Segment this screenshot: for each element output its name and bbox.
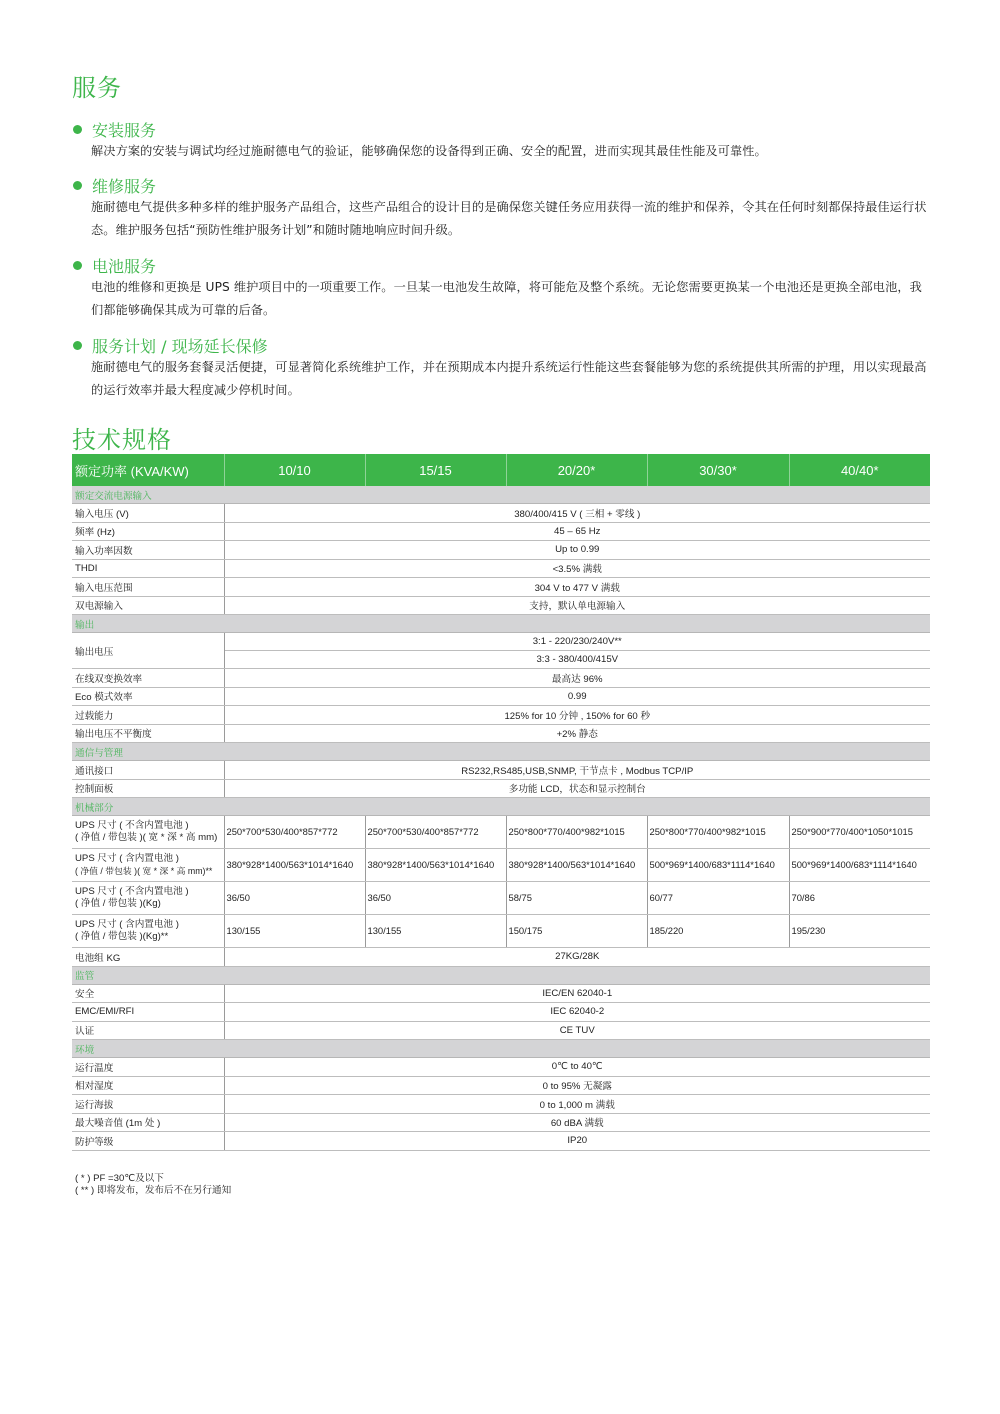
- section-label: 额定交流电源输入: [72, 486, 930, 504]
- services-title: 服务: [72, 74, 122, 102]
- row-label: 输出电压: [72, 633, 224, 669]
- row-label: 电池组 KG: [72, 948, 224, 967]
- row-label: [72, 816, 224, 849]
- spec-table: [72, 454, 930, 1151]
- table-header-row: [72, 454, 930, 486]
- row-value: 250*800*770/400*982*1015: [647, 816, 789, 849]
- row-value: IEC/EN 62040-1: [224, 984, 930, 1003]
- row-value: 380*928*1400/563*1014*1640: [365, 849, 506, 882]
- table-row: [72, 633, 930, 651]
- row-value: 45 – 65 Hz: [224, 522, 930, 541]
- table-row: [72, 541, 930, 560]
- row-value: 195/230: [789, 915, 930, 948]
- table-row: [72, 1076, 930, 1095]
- row-value: Up to 0.99: [224, 541, 930, 560]
- table-row: [72, 849, 930, 882]
- section-row: [72, 743, 930, 761]
- service-battery: [72, 254, 932, 322]
- section-row: [72, 798, 930, 816]
- table-row: [72, 504, 930, 523]
- header-cell: 15/15: [365, 454, 506, 486]
- header-cell: 20/20*: [506, 454, 647, 486]
- row-value: RS232,RS485,USB,SNMP, 干节点卡 , Modbus TCP/IP: [224, 761, 930, 780]
- row-value: 130/155: [224, 915, 365, 948]
- row-label: 最大噪音值 (1m 处 ): [72, 1113, 224, 1132]
- row-label: 输入功率因数: [72, 541, 224, 560]
- bullet-icon: [73, 181, 82, 190]
- row-label: 双电源输入: [72, 596, 224, 615]
- header-cell: 40/40*: [789, 454, 930, 486]
- service-title: 维修服务: [92, 176, 157, 196]
- row-value: 70/86: [789, 882, 930, 915]
- row-label: 运行温度: [72, 1058, 224, 1077]
- row-value: 380*928*1400/563*1014*1640: [506, 849, 647, 882]
- row-value: 多功能 LCD，状态和显示控制台: [224, 779, 930, 798]
- row-label: 防护等级: [72, 1132, 224, 1151]
- table-row: [72, 948, 930, 967]
- row-value: 27KG/28K: [224, 948, 930, 967]
- row-label: 在线双变换效率: [72, 669, 224, 688]
- section-label: 通信与管理: [72, 743, 930, 761]
- service-install: [72, 118, 932, 163]
- row-label: Eco 模式效率: [72, 687, 224, 706]
- row-value: 0 to 95% 无凝露: [224, 1076, 930, 1095]
- row-value: CE TUV: [224, 1021, 930, 1040]
- section-row: [72, 486, 930, 504]
- row-value: <3.5% 满载: [224, 559, 930, 578]
- row-label: EMC/EMI/RFI: [72, 1003, 224, 1022]
- row-value: 支持，默认单电源输入: [224, 596, 930, 615]
- table-row: [72, 1113, 930, 1132]
- row-label: 输入电压 (V): [72, 504, 224, 523]
- row-value: IP20: [224, 1132, 930, 1151]
- row-label: 频率 (Hz): [72, 522, 224, 541]
- service-body: 解决方案的安装与调试均经过施耐德电气的验证，能够确保您的设备得到正确、安全的配置，进而实现其最佳性能及可靠性。: [91, 144, 767, 158]
- table-row: [72, 984, 930, 1003]
- row-label: 控制面板: [72, 779, 224, 798]
- section-row: [72, 615, 930, 633]
- header-cell: 10/10: [224, 454, 365, 486]
- table-row: [72, 882, 930, 915]
- row-value: 150/175: [506, 915, 647, 948]
- section-label: 输出: [72, 615, 930, 633]
- row-value: 250*700*530/400*857*772: [365, 816, 506, 849]
- footnotes: [75, 1173, 231, 1197]
- row-label-line: ( 净值 / 带包装 )( 宽 * 深 * 高 mm)**: [75, 865, 213, 876]
- row-label: 通讯接口: [72, 761, 224, 780]
- specs-title: 技术规格: [72, 426, 172, 454]
- service-title: 电池服务: [92, 256, 157, 276]
- section-row: [72, 966, 930, 984]
- row-value: 60 dBA 满载: [224, 1113, 930, 1132]
- service-body: 电池的维修和更换是 UPS 维护项目中的一项重要工作。一旦某一电池发生故障，将可能危及整个系统。无论您需要更换某一个电池还是更换全部电池，我们都能够确保其成为可靠的后备。: [91, 280, 922, 317]
- row-label: 输出电压不平衡度: [72, 724, 224, 743]
- table-row: [72, 816, 930, 849]
- service-plan: [72, 334, 932, 402]
- row-label-line: ( 净值 / 带包装 )(Kg): [75, 898, 161, 909]
- bullet-icon: [73, 261, 82, 270]
- row-value: 60/77: [647, 882, 789, 915]
- row-value: 380/400/415 V ( 三相 + 零线 ): [224, 504, 930, 523]
- bullet-icon: [73, 125, 82, 134]
- table-row: [72, 1058, 930, 1077]
- row-label: 安全: [72, 984, 224, 1003]
- row-label-line: ( 净值 / 带包装 )(Kg)**: [75, 931, 169, 942]
- row-value: 250*700*530/400*857*772: [224, 816, 365, 849]
- header-cell: 额定功率 (KVA/KW): [72, 454, 224, 486]
- table-row: [72, 522, 930, 541]
- row-value: 250*900*770/400*1050*1015: [789, 816, 930, 849]
- row-label-line: UPS 尺寸 ( 不含内置电池 ): [75, 820, 189, 831]
- row-label-line: UPS 尺寸 ( 含内置电池 ): [75, 852, 179, 864]
- table-row: [72, 669, 930, 688]
- row-value: 36/50: [365, 882, 506, 915]
- row-value: 0 to 1,000 m 满载: [224, 1095, 930, 1114]
- row-value: 500*969*1400/683*1114*1640: [789, 849, 930, 882]
- footnote: ( ** ) 即将发布，发布后不在另行通知: [75, 1185, 232, 1196]
- section-label: 环境: [72, 1040, 930, 1058]
- row-label: THDI: [72, 559, 224, 578]
- row-value: IEC 62040-2: [224, 1003, 930, 1022]
- row-label-line: UPS 尺寸 ( 不含内置电池 ): [75, 886, 189, 897]
- service-title: 安装服务: [92, 120, 157, 140]
- row-label: 输入电压范围: [72, 578, 224, 597]
- section-row: [72, 1040, 930, 1058]
- table-row: [72, 915, 930, 948]
- table-row: [72, 779, 930, 798]
- table-row: [72, 1095, 930, 1114]
- row-value: 0.99: [224, 687, 930, 706]
- table-row: [72, 724, 930, 743]
- service-repair: [72, 174, 932, 242]
- table-row: [72, 559, 930, 578]
- row-value: 125% for 10 分钟 , 150% for 60 秒: [224, 706, 930, 725]
- row-value: 最高达 96%: [224, 669, 930, 688]
- row-value: 130/155: [365, 915, 506, 948]
- row-value: 380*928*1400/563*1014*1640: [224, 849, 365, 882]
- row-label-line: ( 净值 / 带包装 )( 宽 * 深 * 高 mm): [75, 832, 218, 843]
- service-body: 施耐德电气提供多种多样的维护服务产品组合，这些产品组合的设计目的是确保您关键任务应用获得一流的维护和保养，令其在任何时刻都保持最佳运行状态。维护服务包括“预防性维护服务计划”和随时随地响应时间升级。: [91, 200, 927, 237]
- row-label: 运行海拔: [72, 1095, 224, 1114]
- row-label: [72, 915, 224, 948]
- table-row: [72, 761, 930, 780]
- section-label: 机械部分: [72, 798, 930, 816]
- row-value: 36/50: [224, 882, 365, 915]
- table-row: [72, 1003, 930, 1022]
- row-label: 过载能力: [72, 706, 224, 725]
- table-row: [72, 596, 930, 615]
- footnote: ( * ) PF =30℃及以下: [75, 1173, 164, 1184]
- table-row: [72, 706, 930, 725]
- row-value: 250*800*770/400*982*1015: [506, 816, 647, 849]
- row-label: 认证: [72, 1021, 224, 1040]
- section-label: 监管: [72, 966, 930, 984]
- bullet-icon: [73, 341, 82, 350]
- row-label: 相对湿度: [72, 1076, 224, 1095]
- row-value: 304 V to 477 V 满载: [224, 578, 930, 597]
- row-value: 500*969*1400/683*1114*1640: [647, 849, 789, 882]
- row-value: 3:1 - 220/230/240V**: [224, 633, 930, 651]
- row-value: +2% 静态: [224, 724, 930, 743]
- table-row: [72, 1132, 930, 1151]
- service-title: 服务计划 / 现场延长保修: [92, 336, 268, 356]
- row-value: 0℃ to 40℃: [224, 1058, 930, 1077]
- row-label: [72, 849, 224, 882]
- row-label: [72, 882, 224, 915]
- header-cell: 30/30*: [647, 454, 789, 486]
- table-row: [72, 578, 930, 597]
- table-row: [72, 1021, 930, 1040]
- row-value: 58/75: [506, 882, 647, 915]
- row-value: 185/220: [647, 915, 789, 948]
- row-value: 3:3 - 380/400/415V: [224, 651, 930, 669]
- table-row: [72, 687, 930, 706]
- row-label-line: UPS 尺寸 ( 含内置电池 ): [75, 919, 179, 930]
- service-body: 施耐德电气的服务套餐灵活便捷，可显著简化系统维护工作，并在预期成本内提升系统运行性能这些套餐能够为您的系统提供其所需的护理，用以实现最高的运行效率并最大程度减少停机时间。: [91, 360, 927, 397]
